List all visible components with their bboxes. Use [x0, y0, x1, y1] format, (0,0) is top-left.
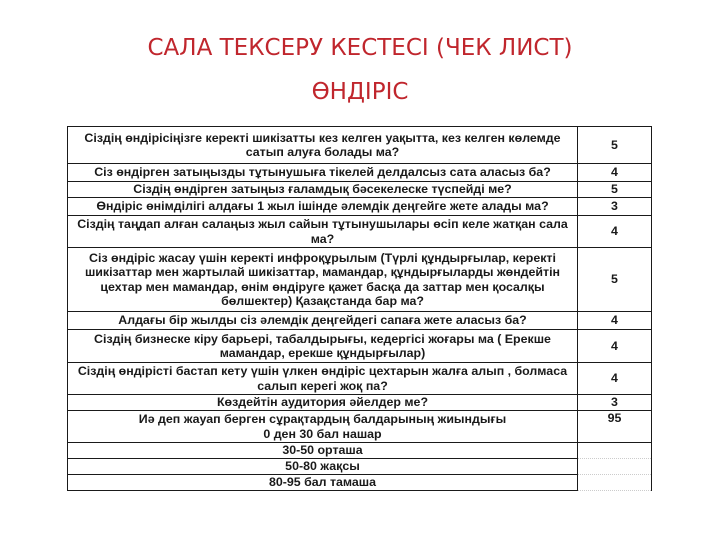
- question-cell: Өндіріс өнімділігі алдағы 1 жыл ішінде әлемдік деңгейге жете алады ма?: [68, 198, 578, 216]
- summary-label-cell: [68, 411, 578, 443]
- table-row: [68, 312, 652, 330]
- question-cell: Алдағы бір жылды сіз әлемдік деңгейдегі сапаға жете аласыз ба?: [68, 312, 578, 330]
- score-cell: 4: [578, 216, 652, 248]
- question-cell: Сіз өндіріс жасау үшін керекті инфроқұрылым (Түрлі құндырғылар, керекті шикізаттар мен жартылай шикізаттар, мамандар, құндырғыларды жөндейтін цехтар мен мамандар, өнім өндіруге қажет басқа да заттар мен қосалқы бөлшектер) Қазақстанда бар ма?: [68, 248, 578, 312]
- table-row: [68, 216, 652, 248]
- table-row: [68, 182, 652, 198]
- score-cell: 3: [578, 198, 652, 216]
- table-row: [68, 330, 652, 363]
- slide-subtitle: ӨНДІРІС: [311, 79, 409, 105]
- table-row: [68, 363, 652, 395]
- question-cell: Көздейтін аудитория әйелдер ме?: [68, 395, 578, 411]
- score-cell: 4: [578, 363, 652, 395]
- table-row: [68, 127, 652, 164]
- scale-poor-label: 0 ден 30 бал нашар: [263, 426, 382, 441]
- score-cell: 5: [578, 248, 652, 312]
- table-row: [68, 164, 652, 182]
- score-cell: 5: [578, 182, 652, 198]
- table-row: [68, 198, 652, 216]
- summary-label: Иә деп жауап берген сұрақтардың балдарының жиындығы: [138, 412, 507, 426]
- scale-row: [68, 475, 652, 491]
- summary-row: [68, 411, 652, 443]
- scale-label-cell: 50-80 жақсы: [68, 459, 578, 475]
- slide-title: САЛА ТЕКСЕРУ КЕСТЕСІ (ЧЕК ЛИСТ): [147, 35, 573, 61]
- question-cell: Сіздің өндірісіңізге керекті шикізатты кез келген уақытта, кез келген көлемде сатып алуға болады ма?: [68, 127, 578, 164]
- scale-label-cell: 30-50 орташа: [68, 443, 578, 459]
- scale-row: [68, 443, 652, 459]
- checklist-table: [67, 126, 652, 491]
- scale-empty-cell: [578, 475, 652, 491]
- table-row: [68, 248, 652, 312]
- score-cell: 4: [578, 164, 652, 182]
- question-cell: Сіздің бизнеске кіру барьері, табалдырығы, кедергісі жоғары ма ( Ерекше мамандар, ерекше құндырғылар): [68, 330, 578, 363]
- question-cell: Сіздің өндірісті бастап кету үшін үлкен өндіріс цехтарын жалға алып , болмаса салып керегі жоқ па?: [68, 363, 578, 395]
- question-cell: Сіздің таңдап алған салаңыз жыл сайын тұтынушылары өсіп келе жатқан сала ма?: [68, 216, 578, 248]
- question-cell: Сіз өндірген затыңызды тұтынушыға тікелей делдалсыз сата аласыз ба?: [68, 164, 578, 182]
- scale-label-cell: 80-95 бал тамаша: [68, 475, 578, 491]
- score-cell: 4: [578, 312, 652, 330]
- score-cell: 4: [578, 330, 652, 363]
- scale-row: [68, 459, 652, 475]
- table-row: [68, 395, 652, 411]
- scale-empty-cell: [578, 459, 652, 475]
- question-cell: Сіздің өндірген затыңыз ғаламдық бәсекелеске түспейді ме?: [68, 182, 578, 198]
- score-cell: 5: [578, 127, 652, 164]
- scale-empty-cell: [578, 443, 652, 459]
- score-cell: 3: [578, 395, 652, 411]
- total-score-cell: 95: [578, 411, 652, 443]
